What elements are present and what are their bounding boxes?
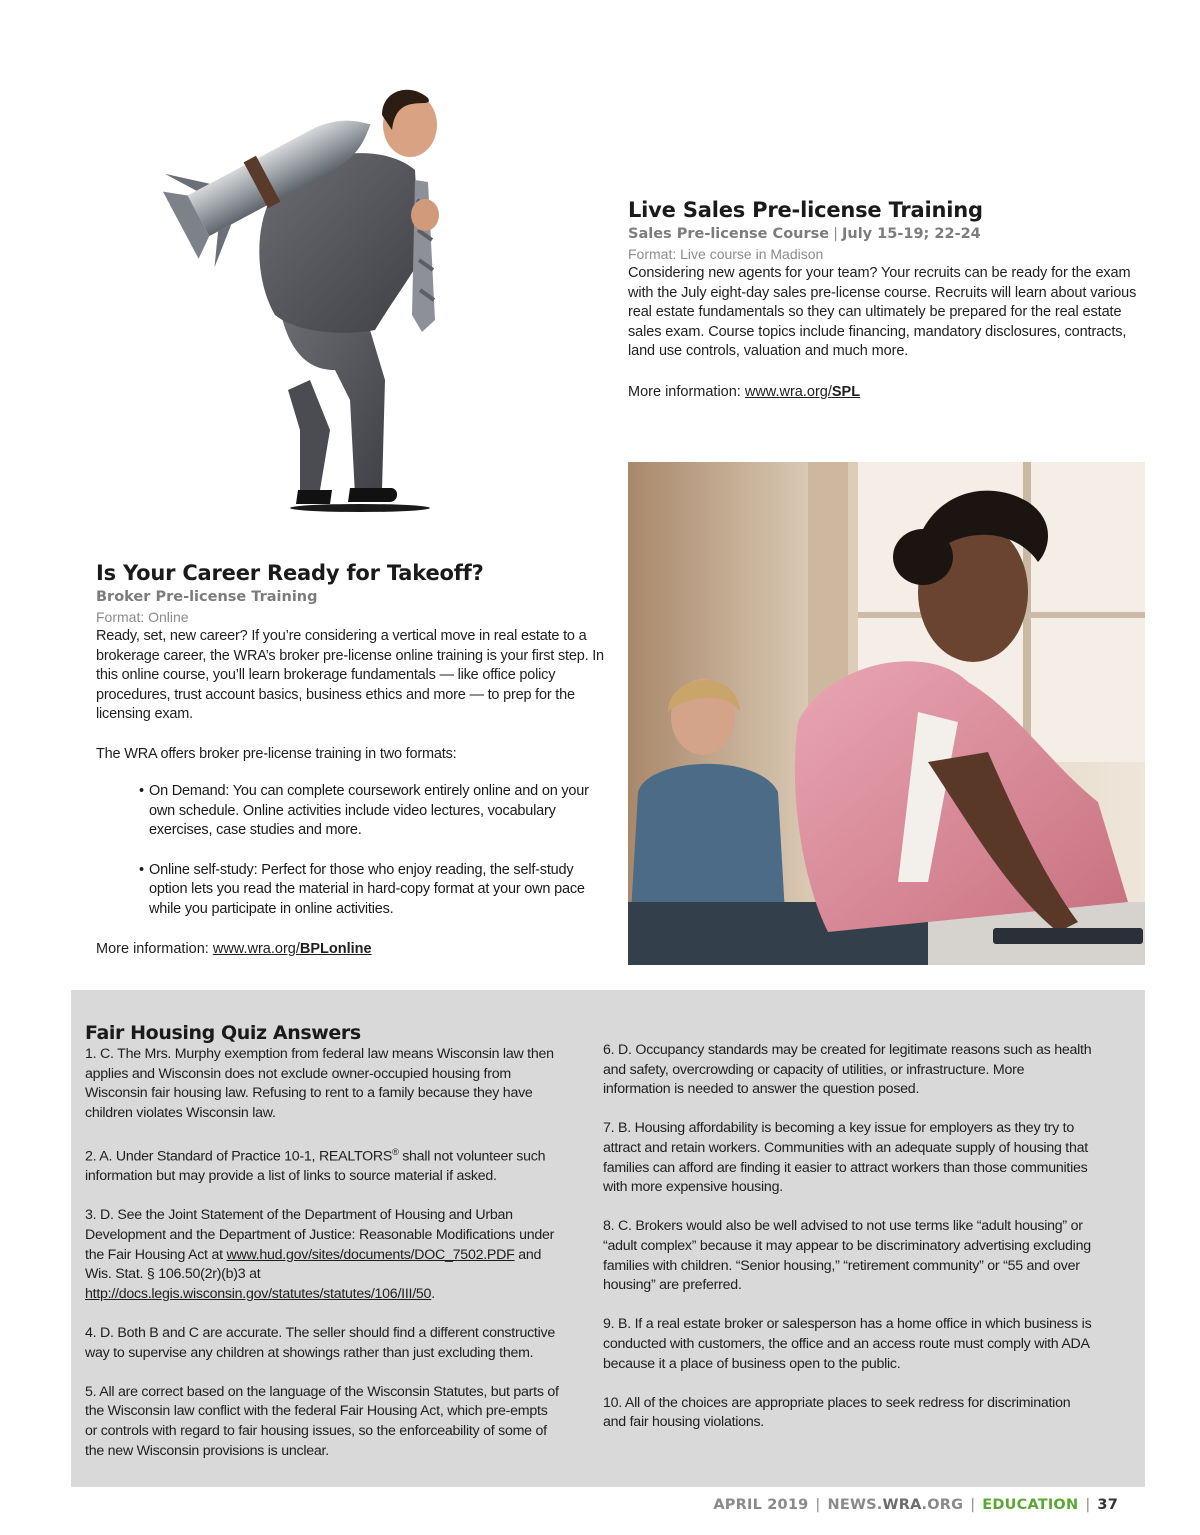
live-sales-course-name: Sales Pre-license Course	[628, 226, 830, 242]
woman-with-tablet-photo	[628, 462, 1145, 965]
quiz-answers-box	[71, 990, 1145, 1487]
live-sales-title: Live Sales Pre-license Training	[628, 198, 983, 222]
quiz-left-column	[85, 1045, 560, 1481]
shoes	[348, 488, 397, 502]
ground-shadow	[290, 504, 430, 512]
footer-site: NEWS.WRA.ORG	[827, 1497, 964, 1513]
footer-separator: |	[815, 1497, 821, 1513]
bullet-self-study: • Online self-study: Perfect for those who enjoy reading, the self-study option lets you read the material in hard-copy format at your own pace while you participate in online activities.	[139, 861, 585, 917]
more-info-label: More information:	[96, 940, 213, 957]
page-number: 37	[1097, 1497, 1118, 1513]
hands	[411, 199, 439, 231]
format-bullet-list	[96, 782, 611, 919]
career-subtitle: Broker Pre-license Training	[96, 589, 318, 605]
footer-issue: APRIL 2019	[713, 1497, 809, 1513]
career-title: Is Your Career Ready for Takeoff?	[96, 561, 484, 585]
hud-doc-link[interactable]: www.hud.gov/sites/documents/DOC_7502.PDF	[226, 1246, 515, 1263]
career-article	[96, 559, 611, 959]
page-footer	[713, 1497, 1118, 1513]
quiz-answer-7: 7. B. Housing affordability is becoming a key issue for employers as they try to attract and retain workers. Communities with an adequate supply of housing that families can afford are finding it easier to attract workers than those communities with more expensive housing.	[603, 1120, 1088, 1196]
quiz-answer-10: 10. All of the choices are appropriate places to seek redress for discrimination and fair housing violations.	[603, 1394, 1071, 1431]
bullet-dot: •	[139, 861, 144, 878]
formats-intro: The WRA offers broker pre-license training in two formats:	[96, 745, 457, 762]
live-sales-subtitle	[628, 224, 1148, 244]
quiz-answer-2: 2. A. Under Standard of Practice 10-1, REALTORS® shall not volunteer such information but may provide a list of links to source material if asked.	[85, 1146, 546, 1185]
quiz-title: Fair Housing Quiz Answers	[85, 1022, 361, 1044]
live-sales-more-info	[628, 382, 1148, 402]
bullet-on-demand: • On Demand: You can complete coursework entirely online and on your own schedule. Online activities include video lectures, vocabulary exercises, case studies and more.	[139, 783, 589, 839]
subtitle-separator: |	[833, 226, 838, 242]
tablet	[993, 928, 1143, 944]
quiz-answer-3: 3. D. See the Joint Statement of the Department of Housing and Urban Development and the Department of Justice: Reasonable Modifications under the Fair Housing Act at www.hud.gov/sites/documents/DOC_7502.PDF and Wis. Stat. § 106.50(2r)(b)3 at http://docs.legis.wisconsin.gov/statutes/statutes/106/III/50.	[85, 1207, 555, 1302]
career-more-info	[96, 939, 611, 959]
wis-statutes-link[interactable]: http://docs.legis.wisconsin.gov/statutes/statutes/106/III/50	[85, 1285, 432, 1302]
more-info-label: More information:	[628, 383, 745, 400]
quiz-answer-9: 9. B. If a real estate broker or salesperson has a home office in which business is conducted with customers, the office and an access route must comply with ADA because it a place of business open to the public.	[603, 1316, 1092, 1372]
footer-separator: |	[1085, 1497, 1091, 1513]
quiz-answer-8: 8. C. Brokers would also be well advised to not use terms like “adult housing” or “adult complex” because it may appear to be discriminatory advertising excluding families with children. “Senior housing,” “retirement community” or “55 and over housing” are preferred.	[603, 1218, 1091, 1294]
quiz-answer-5: 5. All are correct based on the language of the Wisconsin Statutes, but parts of the Wisconsin law conflict with the federal Fair Housing Act, which pre-empts or controls with regard to fair housing issues, so the enforceability of some of the new Wisconsin provisions is unclear.	[85, 1383, 559, 1459]
bullet-dot: •	[139, 783, 144, 800]
bplonline-link[interactable]: www.wra.org/BPLonline	[212, 940, 372, 957]
quiz-right-column	[603, 1041, 1093, 1452]
career-format: Format: Online	[96, 609, 189, 625]
spl-link[interactable]: www.wra.org/SPL	[744, 383, 861, 400]
live-sales-body: Considering new agents for your team? Your recruits can be ready for the exam with the July eight-day sales pre-license course. Recruits will learn about various real estate fundamentals so they can ultimately be prepared for the real estate sales exam. Course topics include financing, mandatory disclosures, contracts, land use controls, valuation and much more.	[628, 265, 1137, 360]
quiz-answer-4: 4. D. Both B and C are accurate. The seller should find a different constructive way to supervise any children at showings rather than just excluding them.	[85, 1325, 556, 1361]
footer-section: EDUCATION	[982, 1497, 1079, 1513]
footer-separator: |	[970, 1497, 976, 1513]
live-sales-article	[628, 196, 1148, 402]
quiz-answer-1: 1. C. The Mrs. Murphy exemption from federal law means Wisconsin law then applies and Wisconsin does not exclude owner-occupied housing from Wisconsin fair housing law. Refusing to rent to a family because they have children violates Wisconsin law.	[85, 1046, 554, 1121]
live-sales-format: Format: Live course in Madison	[628, 246, 824, 262]
live-sales-dates: July 15-19; 22-24	[841, 226, 981, 242]
career-body: Ready, set, new career? If you’re considering a vertical move in real estate to a brokerage career, the WRA’s broker pre-license online training is your first step. In this online course, you’ll learn brokerage fundamentals — like office policy procedures, trust account basics, business ethics and more — to prep for the licensing exam.	[96, 628, 604, 723]
rocket-man-illustration	[160, 70, 450, 515]
quiz-answer-6: 6. D. Occupancy standards may be created for legitimate reasons such as health and safety, overcrowding or capacity of utilities, or infrastructure. More information is needed to answer the question posed.	[603, 1042, 1092, 1098]
